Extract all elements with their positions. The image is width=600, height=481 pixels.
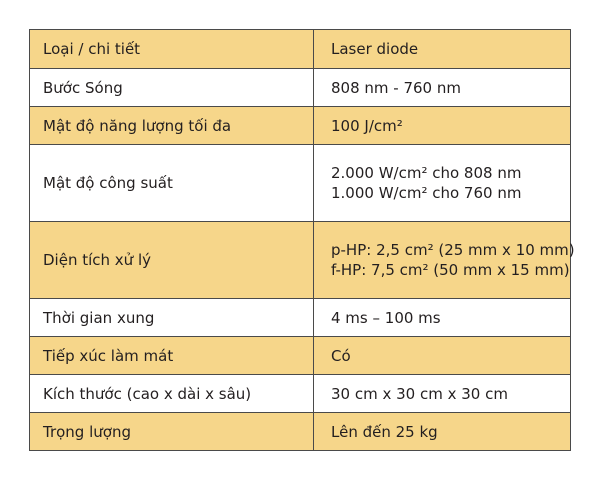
row-value: Có <box>314 337 571 375</box>
row-label: Mật độ công suất <box>30 145 314 222</box>
row-label: Loại / chi tiết <box>30 30 314 69</box>
row-label: Kích thước (cao x dài x sâu) <box>30 375 314 413</box>
table-row <box>30 30 571 69</box>
table-row <box>30 107 571 145</box>
table-row <box>30 299 571 337</box>
table-row <box>30 337 571 375</box>
table-row <box>30 69 571 107</box>
row-value: 808 nm - 760 nm <box>314 69 571 107</box>
row-label: Bước Sóng <box>30 69 314 107</box>
row-label: Trọng lượng <box>30 413 314 451</box>
row-value: 100 J/cm² <box>314 107 571 145</box>
row-label: Diện tích xử lý <box>30 222 314 299</box>
row-value: 2.000 W/cm² cho 808 nm 1.000 W/cm² cho 760 nm <box>314 145 571 222</box>
row-label: Tiếp xúc làm mát <box>30 337 314 375</box>
row-value: Laser diode <box>314 30 571 69</box>
table-row <box>30 413 571 451</box>
table-row <box>30 375 571 413</box>
row-label: Thời gian xung <box>30 299 314 337</box>
row-label: Mật độ năng lượng tối đa <box>30 107 314 145</box>
row-value: p-HP: 2,5 cm² (25 mm x 10 mm) f-HP: 7,5 cm² (50 mm x 15 mm) <box>314 222 571 299</box>
row-value: 4 ms – 100 ms <box>314 299 571 337</box>
table-row <box>30 222 571 299</box>
row-value: 30 cm x 30 cm x 30 cm <box>314 375 571 413</box>
row-value: Lên đến 25 kg <box>314 413 571 451</box>
table-row <box>30 145 571 222</box>
spec-table <box>29 29 575 451</box>
